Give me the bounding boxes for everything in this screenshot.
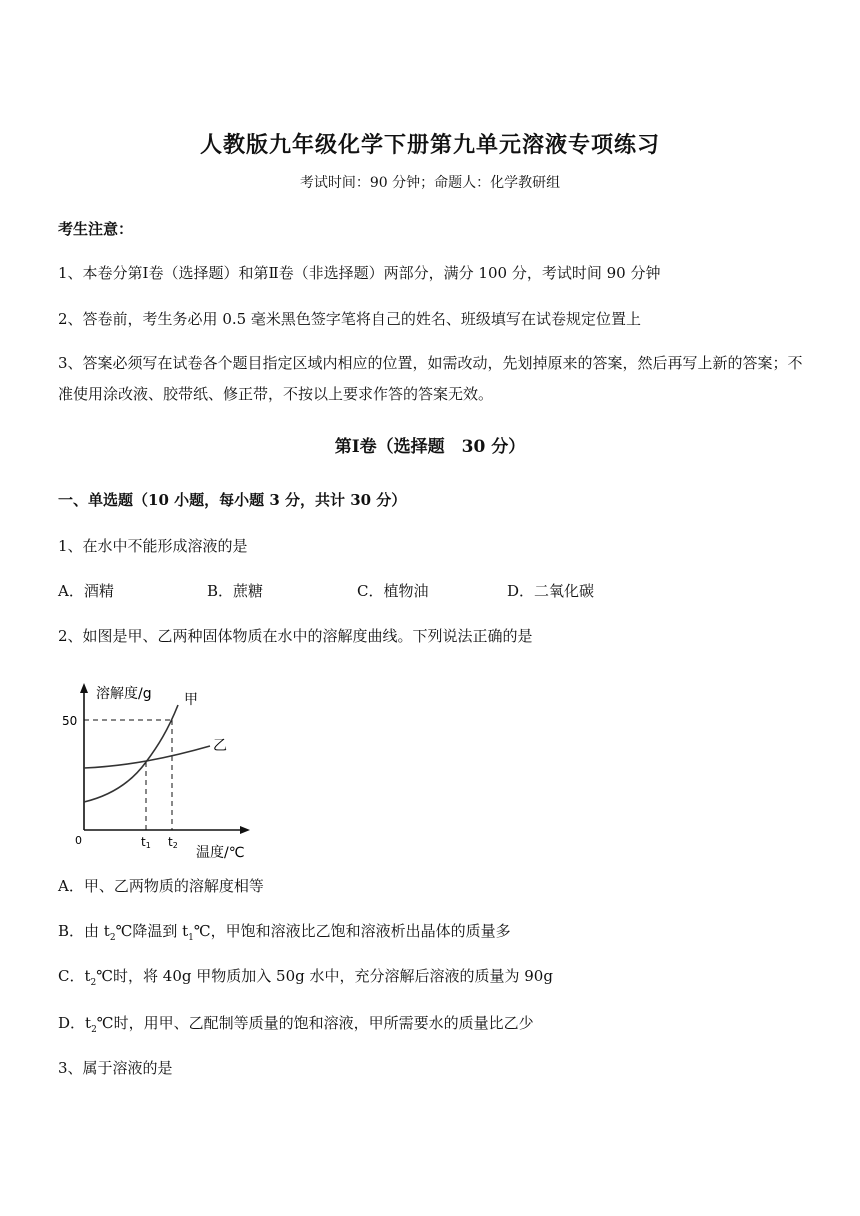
part-heading: 一、单选题（10 小题，每小题 3 分，共计 30 分） [58, 491, 407, 509]
exam-info: 考试时间：90 分钟；命题人：化学教研组 [299, 175, 561, 191]
notice-heading: 考生注意： [58, 220, 134, 238]
x-tick-t1: t1 [141, 835, 151, 850]
curve-yi-label: 乙 [213, 738, 227, 754]
question-1-stem: 1、在水中不能形成溶液的是 [58, 537, 248, 555]
y-tick-50: 50 [62, 714, 78, 728]
question-2-stem: 2、如图是甲、乙两种固体物质在水中的溶解度曲线。下列说法正确的是 [58, 627, 533, 645]
notice-item-2: 2、答卷前，考生务必用 0.5 毫米黑色签字笔将自己的姓名、班级填写在试卷规定位置上 [58, 310, 641, 328]
question-2-option-b: B．由 $t_2℃$降温到 $t_1℃$，甲饱和溶液比乙饱和溶液析出晶体的质量多 [58, 922, 511, 943]
question-2-option-d: D．$t_2℃$时，用甲、乙配制等质量的饱和溶液，甲所需要水的质量比乙少 [58, 1014, 534, 1035]
question-2-option-a: A．甲、乙两物质的溶解度相等 [58, 877, 264, 895]
x-axis-arrow [240, 826, 250, 834]
question-1-option-b: B．蔗糖 [207, 582, 264, 600]
question-1-option-d: D．二氧化碳 [507, 582, 595, 600]
curve-jia-label: 甲 [184, 692, 198, 708]
notice-item-3: 3、答案必须写在试卷各个题目指定区域内相应的位置，如需改动，先划掉原来的答案，然后再写上新的答案；不准使用涂改液、胶带纸、修正带，不按以上要求作答的答案无效。 [58, 354, 803, 403]
section-title: 第Ⅰ卷（选择题 30 分） [334, 437, 526, 457]
question-1-option-c: C．植物油 [357, 582, 429, 600]
page-title: 人教版九年级化学下册第九单元溶液专项练习 [199, 132, 660, 158]
question-2-option-c: C．$t_2℃$时，将 40g 甲物质加入 50g 水中，充分溶解后溶液的质量为 90g [58, 967, 553, 988]
origin-label: 0 [75, 834, 82, 847]
y-axis-arrow [80, 683, 88, 693]
curve-yi [84, 746, 210, 768]
x-tick-t2: t2 [168, 835, 178, 850]
solubility-curve-graph [58, 680, 268, 870]
y-axis-label: 溶解度/g [96, 686, 152, 702]
notice-item-1: 1、本卷分第Ⅰ卷（选择题）和第Ⅱ卷（非选择题）两部分，满分 100 分，考试时间 90 分钟 [58, 264, 661, 282]
question-3-stem: 3、属于溶液的是 [58, 1059, 173, 1077]
x-axis-label: 温度/℃ [196, 845, 245, 861]
question-1-option-a: A．酒精 [58, 582, 114, 600]
